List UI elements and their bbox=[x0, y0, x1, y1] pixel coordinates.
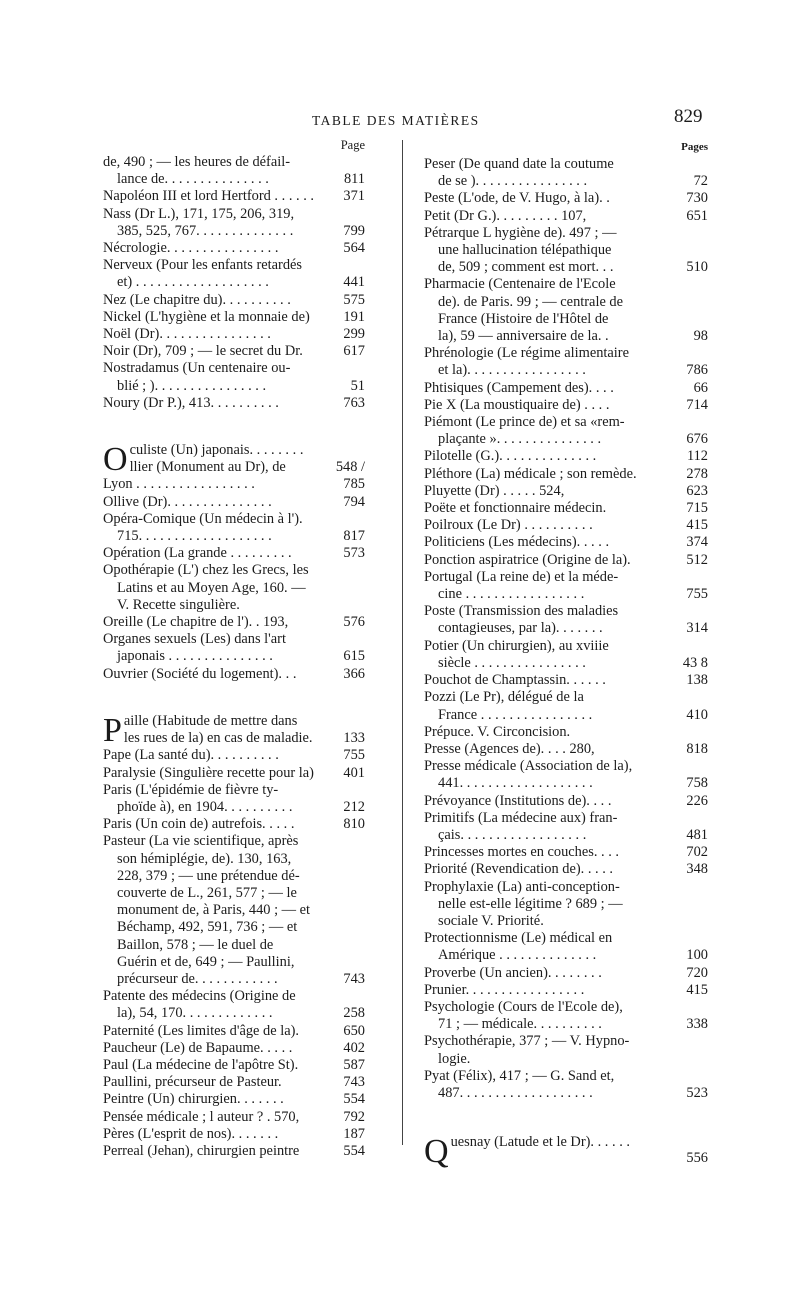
page-reference: 258 bbox=[329, 1005, 365, 1022]
index-entry bbox=[103, 1091, 365, 1108]
index-entry-line: Princesses mortes en couches. . . . bbox=[424, 844, 620, 861]
index-entry-line: uesnay (Latude et le Dr). . . . . . bbox=[450, 1134, 630, 1151]
index-entry-line: llier (Monument au Dr), de bbox=[129, 459, 286, 476]
index-entry bbox=[103, 1109, 365, 1126]
index-entry-line: Pensée médicale ; l auteur ? . 570, bbox=[103, 1108, 300, 1125]
index-entry-line: Perreal (Jehan), chirurgien peintre bbox=[103, 1142, 300, 1159]
index-entry-line: Noir (Dr), 709 ; — le secret du Dr. bbox=[103, 343, 303, 360]
index-entry-line: lance de. . . . . . . . . . . . . . . bbox=[117, 171, 269, 188]
index-entry-line: Phrénologie (Le régime alimentaire bbox=[424, 345, 629, 362]
index-entry-line: Pétrarque L hygiène de). 497 ; — bbox=[424, 224, 617, 241]
column-heading: Page bbox=[340, 138, 365, 152]
index-entry-line: Paris (L'épidémie de fièvre ty- bbox=[103, 781, 279, 798]
index-entry-line: Phtisiques (Campement des). . . . bbox=[424, 379, 614, 396]
page-reference: 212 bbox=[329, 799, 365, 816]
index-entry-line: Pluyette (Dr) . . . . . 524, bbox=[424, 482, 565, 499]
index-entry bbox=[424, 930, 708, 964]
index-entry-line: de se ). . . . . . . . . . . . . . . . bbox=[438, 173, 588, 190]
index-entry bbox=[424, 672, 708, 689]
index-entry-line: précurseur de. . . . . . . . . . . . bbox=[117, 970, 278, 987]
index-entry bbox=[424, 999, 708, 1033]
index-entry-line: Prophylaxie (La) anti-conception- bbox=[424, 878, 620, 895]
index-entry-line: Paul (La médecine de l'apôtre St). bbox=[103, 1056, 299, 1073]
index-entry-line: Prépuce. V. Circoncision. bbox=[424, 723, 571, 740]
index-entry-line: Paucheur (Le) de Bapaume. . . . . bbox=[103, 1039, 293, 1056]
index-entry-line: Psychologie (Cours de l'Ecole de), bbox=[424, 998, 623, 1015]
page-reference: 548 / 785 bbox=[329, 459, 365, 493]
page-reference: 743 bbox=[329, 971, 365, 988]
index-entry bbox=[103, 206, 365, 240]
index-column-left bbox=[103, 136, 365, 1160]
page-reference: 187 bbox=[329, 1126, 365, 1143]
index-entry-line: couverte de L., 261, 577 ; — le bbox=[117, 884, 297, 901]
index-entry-line: une hallucination télépathique bbox=[438, 242, 612, 259]
index-entry-line: sociale V. Priorité. bbox=[438, 912, 544, 929]
page-reference: 818 bbox=[672, 741, 708, 758]
page-reference: 792 bbox=[329, 1109, 365, 1126]
index-entry-line: la), 54, 170. . . . . . . . . . . . . bbox=[117, 1005, 273, 1022]
index-entry-line: et) . . . . . . . . . . . . . . . . . . . bbox=[117, 274, 269, 291]
index-entry-line: Lyon . . . . . . . . . . . . . . . . . bbox=[103, 476, 255, 493]
page-reference: 715 bbox=[672, 500, 708, 517]
page-reference: 576 bbox=[329, 614, 365, 631]
index-entry-line: çais. . . . . . . . . . . . . . . . . . bbox=[438, 826, 587, 843]
index-entry-line: Nostradamus (Un centenaire ou- bbox=[103, 360, 291, 377]
index-entry bbox=[103, 395, 365, 412]
page-reference: 554 bbox=[329, 1091, 365, 1108]
index-entry-line: Peser (De quand date la coutume bbox=[424, 156, 614, 172]
page-reference: 415 bbox=[672, 517, 708, 534]
index-entry bbox=[424, 380, 708, 397]
index-entry bbox=[103, 614, 365, 631]
index-entry-line: Peste (L'ode, de V. Hugo, à la). . bbox=[424, 190, 610, 207]
page-reference: 51 bbox=[329, 378, 365, 395]
index-entry-line: phoïde à), en 1904. . . . . . . . . . bbox=[117, 798, 293, 815]
section-gap bbox=[103, 683, 365, 713]
page-reference: 401 bbox=[329, 765, 365, 782]
index-entry-line: Petit (Dr G.). . . . . . . . . 107, bbox=[424, 207, 587, 224]
index-entry bbox=[424, 982, 708, 999]
index-entry-line: les rues de la) en cas de maladie. bbox=[123, 730, 313, 747]
page-reference: 743 bbox=[329, 1074, 365, 1091]
index-entry-line: Prévoyance (Institutions de). . . . bbox=[424, 792, 612, 809]
index-entry-line: plaçante ». . . . . . . . . . . . . . . bbox=[438, 431, 602, 448]
page-reference: 66 bbox=[672, 380, 708, 397]
page-reference: 794 bbox=[329, 494, 365, 511]
index-entry-line: Nass (Dr L.), 171, 175, 206, 319, bbox=[103, 205, 295, 222]
index-entry-line: Oreille (Le chapitre de l'). . 193, bbox=[103, 614, 289, 631]
column-heading: Pages bbox=[681, 141, 708, 153]
index-entry bbox=[424, 1068, 708, 1102]
index-entry-line: Pilotelle (G.). . . . . . . . . . . . . . bbox=[424, 448, 597, 465]
index-entry bbox=[103, 816, 365, 833]
index-entry bbox=[424, 1033, 708, 1067]
index-entry bbox=[424, 758, 708, 792]
index-entry bbox=[424, 225, 708, 277]
page-reference: 371 bbox=[329, 188, 365, 205]
index-entry bbox=[103, 257, 365, 291]
index-entry-line: Pharmacie (Centenaire de l'Ecole bbox=[424, 276, 616, 293]
index-entry bbox=[424, 500, 708, 517]
index-entry-line: cine . . . . . . . . . . . . . . . . . bbox=[438, 586, 585, 603]
page-reference: 556 bbox=[672, 1150, 708, 1167]
index-entry-line: Guérin et de, 649 ; — Paullini, bbox=[117, 953, 295, 970]
index-entry-line: Priorité (Revendication de). . . . . bbox=[424, 861, 614, 878]
column-divider bbox=[402, 140, 403, 1145]
index-entry-line: Pozzi (Le Pr), délégué de la bbox=[424, 689, 584, 706]
index-entry-line: Peintre (Un) chirurgien. . . . . . . bbox=[103, 1091, 284, 1108]
index-entry-line: 441. . . . . . . . . . . . . . . . . . . bbox=[438, 775, 593, 792]
page-reference: 615 bbox=[329, 648, 365, 665]
index-entry-line: Amérique . . . . . . . . . . . . . . bbox=[438, 947, 597, 964]
index-entry bbox=[424, 397, 708, 414]
running-header-title: TABLE DES MATIÈRES bbox=[312, 113, 480, 128]
index-entry-line: Pape (La santé du). . . . . . . . . . bbox=[103, 747, 279, 764]
page-reference: 676 bbox=[672, 431, 708, 448]
index-entry bbox=[103, 511, 365, 545]
index-entry-line: Nécrologie. . . . . . . . . . . . . . . . bbox=[103, 240, 279, 257]
index-entry-line: 385, 525, 767. . . . . . . . . . . . . . bbox=[117, 222, 294, 239]
page-reference: 817 bbox=[329, 528, 365, 545]
page-reference: 133 bbox=[329, 730, 365, 747]
index-entry-line: Baillon, 578 ; — le duel de bbox=[117, 936, 274, 953]
index-entry-line: Paris (Un coin de) autrefois. . . . . bbox=[103, 816, 295, 833]
index-entry bbox=[103, 1074, 365, 1091]
index-entry bbox=[424, 689, 708, 723]
index-entry-line: Nez (Le chapitre du). . . . . . . . . . bbox=[103, 291, 291, 308]
index-entry-line: contagieuses, par la). . . . . . . bbox=[438, 620, 603, 637]
index-entry-line: Latins et au Moyen Age, 160. — bbox=[117, 579, 306, 596]
drop-cap-letter: O bbox=[103, 441, 128, 479]
index-entry-line: Nickel (L'hygiène et la monnaie de) bbox=[103, 308, 310, 325]
index-entry bbox=[103, 666, 365, 683]
page-reference: 523 bbox=[672, 1085, 708, 1102]
index-entry bbox=[424, 552, 708, 569]
drop-cap-letter: P bbox=[103, 711, 122, 749]
page-reference: 112 bbox=[672, 448, 708, 465]
index-entry-line: Béchamp, 492, 591, 736 ; — et bbox=[117, 919, 298, 936]
index-entry bbox=[103, 1143, 365, 1160]
index-entry bbox=[424, 638, 708, 672]
index-entry bbox=[103, 326, 365, 343]
drop-cap-letter: Q bbox=[424, 1133, 449, 1171]
index-entry bbox=[424, 844, 708, 861]
page-reference: 714 bbox=[672, 397, 708, 414]
index-entry bbox=[424, 156, 708, 190]
index-entry-line: aille (Habitude de mettre dans bbox=[123, 712, 298, 729]
index-entry bbox=[103, 494, 365, 511]
index-entry-line: japonais . . . . . . . . . . . . . . . bbox=[117, 648, 273, 665]
index-entry-line: Pères (L'esprit de nos). . . . . . . bbox=[103, 1125, 279, 1142]
index-entry bbox=[424, 448, 708, 465]
index-entry-line: Politiciens (Les médecins). . . . . bbox=[424, 534, 610, 551]
page-reference: 758 bbox=[672, 775, 708, 792]
index-entry bbox=[424, 208, 708, 225]
index-entry-line: de, 509 ; comment est mort. . . bbox=[438, 259, 614, 276]
page-reference: 730 bbox=[672, 190, 708, 207]
page-reference: 481 bbox=[672, 827, 708, 844]
page-reference: 702 bbox=[672, 844, 708, 861]
index-entry bbox=[103, 782, 365, 816]
index-entry bbox=[424, 517, 708, 534]
index-entry-line: Ollive (Dr). . . . . . . . . . . . . . . bbox=[103, 493, 272, 510]
page-reference: 402 bbox=[329, 1040, 365, 1057]
index-entry-line: nelle est-elle légitime ? 689 ; — bbox=[438, 895, 623, 912]
index-entry bbox=[103, 292, 365, 309]
page-reference: 755 bbox=[672, 586, 708, 603]
page-reference: 617 bbox=[329, 343, 365, 360]
index-entry bbox=[424, 741, 708, 758]
page-reference: 575 bbox=[329, 292, 365, 309]
index-entry-line: France . . . . . . . . . . . . . . . . bbox=[438, 706, 593, 723]
index-entry-line: de). de Paris. 99 ; — centrale de bbox=[438, 293, 624, 310]
index-entry bbox=[103, 988, 365, 1022]
page-reference: 587 bbox=[329, 1057, 365, 1074]
index-entry-line: 715. . . . . . . . . . . . . . . . . . . bbox=[117, 528, 272, 545]
page-reference: 623 bbox=[672, 483, 708, 500]
index-entry-line: la), 59 — anniversaire de la. . bbox=[438, 328, 609, 345]
index-entry-line: Organes sexuels (Les) dans l'art bbox=[103, 631, 286, 648]
index-entry-line: Paullini, précurseur de Pasteur. bbox=[103, 1074, 282, 1091]
section-gap bbox=[103, 412, 365, 442]
index-entry bbox=[424, 861, 708, 878]
index-entry bbox=[103, 765, 365, 782]
index-entry-line: 487. . . . . . . . . . . . . . . . . . . bbox=[438, 1084, 593, 1101]
page-reference: 755 bbox=[329, 747, 365, 764]
page-reference: 348 bbox=[672, 861, 708, 878]
index-entry-line: Nerveux (Pour les enfants retardés bbox=[103, 257, 302, 274]
index-entry-line: Opération (La grande . . . . . . . . . bbox=[103, 545, 292, 562]
index-entry bbox=[103, 343, 365, 360]
page-reference: 226 bbox=[672, 793, 708, 810]
page-reference: 278 bbox=[672, 466, 708, 483]
index-entry bbox=[103, 442, 365, 494]
page-reference: 100 bbox=[672, 947, 708, 964]
index-entry bbox=[103, 631, 365, 665]
index-entry bbox=[424, 603, 708, 637]
index-entry-line: France (Histoire de l'Hôtel de bbox=[438, 310, 609, 327]
index-entry bbox=[424, 965, 708, 982]
page-reference: 314 bbox=[672, 620, 708, 637]
index-entry-line: Prunier. . . . . . . . . . . . . . . . . bbox=[424, 981, 585, 998]
index-entry bbox=[103, 562, 365, 614]
page-reference: 786 bbox=[672, 362, 708, 379]
index-entry bbox=[424, 879, 708, 931]
index-entry bbox=[103, 1023, 365, 1040]
page-reference: 811 bbox=[329, 171, 365, 188]
index-entry bbox=[424, 345, 708, 379]
index-entry bbox=[103, 713, 365, 747]
index-entry bbox=[424, 466, 708, 483]
index-entry-line: logie. bbox=[438, 1050, 471, 1067]
page-reference: 98 bbox=[672, 328, 708, 345]
index-entry bbox=[103, 154, 365, 188]
page-reference: 138 bbox=[672, 672, 708, 689]
index-entry-line: de, 490 ; — les heures de défail- bbox=[103, 154, 291, 170]
page-reference: 573 bbox=[329, 545, 365, 562]
index-entry-line: Poilroux (Le Dr) . . . . . . . . . . bbox=[424, 517, 593, 534]
index-entry bbox=[424, 810, 708, 844]
index-entry bbox=[424, 534, 708, 551]
page-reference: 338 bbox=[672, 1016, 708, 1033]
section-gap bbox=[424, 1102, 708, 1134]
index-entry-line: 228, 379 ; — une prétendue dé- bbox=[117, 867, 300, 884]
index-entry-line: son hémiplégie, de). 130, 163, bbox=[117, 850, 292, 867]
index-entry-line: Patente des médecins (Origine de bbox=[103, 988, 296, 1005]
index-entry-line: Pyat (Félix), 417 ; — G. Sand et, bbox=[424, 1067, 615, 1084]
index-entry bbox=[103, 747, 365, 764]
page-reference: 763 bbox=[329, 395, 365, 412]
index-entry-line: culiste (Un) japonais. . . . . . . . bbox=[129, 442, 304, 459]
index-entry-line: Noury (Dr P.), 413. . . . . . . . . . bbox=[103, 394, 279, 411]
page-reference: 299 bbox=[329, 326, 365, 343]
page-reference: 554 bbox=[329, 1143, 365, 1160]
page-reference: 410 bbox=[672, 707, 708, 724]
index-entry bbox=[103, 309, 365, 326]
page-reference: 512 bbox=[672, 552, 708, 569]
page-reference: 651 bbox=[672, 208, 708, 225]
page-reference: 510 bbox=[672, 259, 708, 276]
index-entry-line: Presse (Agences de). . . . 280, bbox=[424, 740, 595, 757]
index-entry bbox=[424, 276, 708, 345]
index-entry-line: Paternité (Les limites d'âge de la). bbox=[103, 1022, 299, 1039]
index-entry bbox=[103, 360, 365, 394]
index-entry-line: 71 ; — médicale. . . . . . . . . . bbox=[438, 1016, 602, 1033]
index-entry-line: Opothérapie (L') chez les Grecs, les bbox=[103, 562, 309, 579]
index-entry bbox=[103, 240, 365, 257]
index-entry-line: Piémont (Le prince de) et sa «rem- bbox=[424, 414, 625, 431]
index-entry-line: Presse médicale (Association de la), bbox=[424, 758, 633, 775]
page-reference: 650 bbox=[329, 1023, 365, 1040]
index-entry-line: Portugal (La reine de) et la méde- bbox=[424, 568, 619, 585]
index-entry-line: Protectionnisme (Le) médical en bbox=[424, 930, 613, 947]
index-entry-line: siècle . . . . . . . . . . . . . . . . bbox=[438, 654, 586, 671]
index-entry-line: Pie X (La moustiquaire de) . . . . bbox=[424, 396, 610, 413]
page-reference: 191 bbox=[329, 309, 365, 326]
index-entry-line: Paralysie (Singulière recette pour la) bbox=[103, 764, 314, 781]
index-entry bbox=[424, 793, 708, 810]
page-reference: 415 bbox=[672, 982, 708, 999]
index-entry bbox=[103, 545, 365, 562]
index-entry-line: Proverbe (Un ancien). . . . . . . . bbox=[424, 964, 602, 981]
page-reference: 810 bbox=[329, 816, 365, 833]
index-entry bbox=[424, 724, 708, 741]
page-reference: 43 8 bbox=[672, 655, 708, 672]
index-entry-line: et la). . . . . . . . . . . . . . . . . bbox=[438, 362, 586, 379]
index-entry-line: Primitifs (La médecine aux) fran- bbox=[424, 809, 618, 826]
index-entry-line: Pléthore (La) médicale ; son remède. bbox=[424, 465, 637, 482]
index-entry-line: monument de, à Paris, 440 ; — et bbox=[117, 902, 311, 919]
index-entry-line: Potier (Un chirurgien), au xviiie bbox=[424, 637, 609, 654]
index-entry bbox=[424, 569, 708, 603]
index-entry bbox=[103, 1057, 365, 1074]
index-entry bbox=[424, 414, 708, 448]
index-entry-line: V. Recette singulière. bbox=[117, 596, 240, 613]
index-entry bbox=[103, 188, 365, 205]
index-entry bbox=[103, 833, 365, 988]
page-reference: 441 bbox=[329, 274, 365, 291]
index-entry bbox=[424, 483, 708, 500]
index-entry-line: Noël (Dr). . . . . . . . . . . . . . . . bbox=[103, 326, 271, 343]
page-reference: 564 bbox=[329, 240, 365, 257]
index-entry-line: Psychothérapie, 377 ; — V. Hypno- bbox=[424, 1033, 630, 1050]
page-reference: 799 bbox=[329, 223, 365, 240]
page-number: 829 bbox=[674, 106, 703, 127]
page-reference: 72 bbox=[672, 173, 708, 190]
index-entry-line: Pouchot de Champtassin. . . . . . bbox=[424, 672, 606, 689]
index-column-right bbox=[424, 136, 708, 1171]
index-entry bbox=[103, 1040, 365, 1057]
index-entry-line: blié ; ). . . . . . . . . . . . . . . . bbox=[117, 377, 267, 394]
page-reference: 374 bbox=[672, 534, 708, 551]
index-entry bbox=[424, 190, 708, 207]
index-entry bbox=[103, 1126, 365, 1143]
index-entry-line: Poëte et fonctionnaire médecin. bbox=[424, 500, 607, 517]
index-entry-line: Pasteur (La vie scientifique, après bbox=[103, 833, 299, 850]
index-entry-line: Opéra-Comique (Un médecin à l'). bbox=[103, 510, 303, 527]
index-entry-line: Napoléon III et lord Hertford . . . . . . bbox=[103, 188, 314, 205]
index-entry-line: Ponction aspiratrice (Origine de la). bbox=[424, 551, 631, 568]
index-entry-line: Ouvrier (Société du logement). . . bbox=[103, 665, 297, 682]
index-entry-line: Poste (Transmission des maladies bbox=[424, 603, 619, 620]
page-reference: 366 bbox=[329, 666, 365, 683]
page-reference: 720 bbox=[672, 965, 708, 982]
index-entry bbox=[424, 1133, 708, 1171]
